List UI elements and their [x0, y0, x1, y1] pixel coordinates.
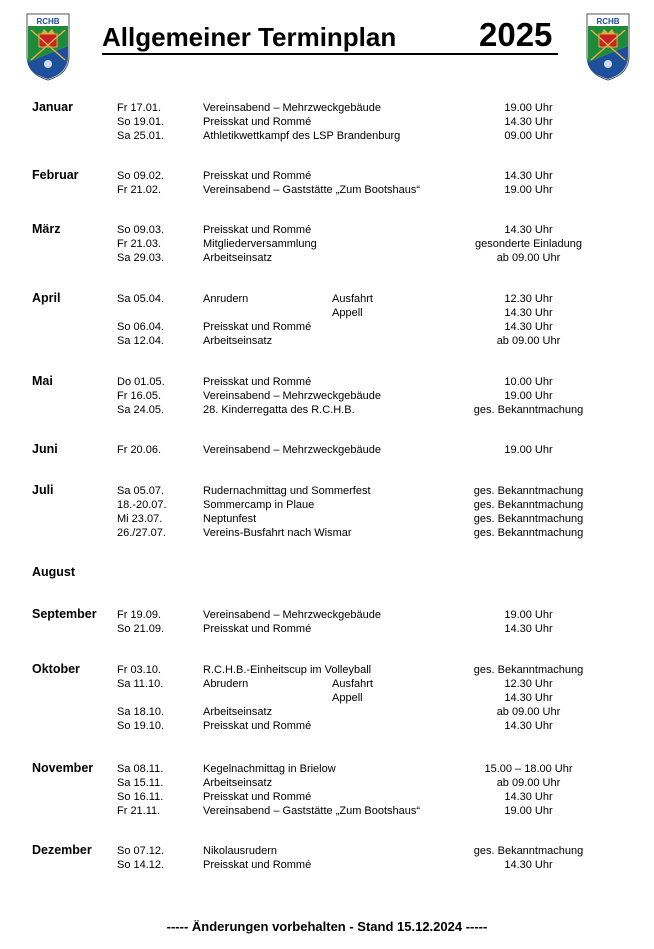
row-time: 19.00 Uhr	[504, 390, 553, 402]
row-date: 18.-20.07.	[117, 499, 167, 511]
month-label: August	[32, 565, 76, 579]
row-time: ges. Bekanntmachung	[473, 499, 584, 511]
row-event: Arbeitseinsatz	[203, 777, 273, 789]
schedule-row	[0, 251, 654, 265]
row-time: ges. Bekanntmachung	[473, 845, 584, 857]
row-event: Preisskat und Rommé	[203, 859, 312, 871]
row-date: 26./27.07.	[117, 527, 166, 539]
schedule-row	[0, 334, 654, 348]
schedule-row	[0, 677, 654, 691]
row-date: So 07.12.	[117, 845, 165, 857]
row-time: 14.30 Uhr	[504, 720, 553, 732]
row-event: Kegelnachmittag in Brielow	[203, 763, 336, 775]
row-time: gesonderte Einladung	[474, 238, 583, 250]
row-event: Preisskat und Rommé	[203, 224, 312, 236]
row-date: Fr 21.03.	[117, 238, 162, 250]
row-event: Preisskat und Rommé	[203, 116, 312, 128]
row-event: Arbeitseinsatz	[203, 706, 273, 718]
schedule-row	[0, 403, 654, 417]
row-date: Sa 11.10.	[117, 678, 164, 690]
schedule-row	[0, 719, 654, 733]
schedule-row	[0, 858, 654, 872]
row-event: Vereinsabend – Mehrzweckgebäude	[203, 609, 381, 621]
row-time: 09.00 Uhr	[504, 130, 553, 142]
row-sub: Ausfahrt	[332, 293, 373, 305]
row-date: Sa 29.03.	[117, 252, 165, 264]
row-date: Do 01.05.	[117, 376, 165, 388]
month-label: Mai	[32, 374, 53, 388]
month-label: März	[32, 222, 61, 236]
row-date: Fr 03.10.	[117, 664, 162, 676]
row-time: 14.30 Uhr	[504, 623, 553, 635]
month-label: Oktober	[32, 662, 80, 676]
month-label: November	[32, 761, 94, 775]
row-date: Fr 19.09.	[117, 609, 162, 621]
row-time: 19.00 Uhr	[504, 102, 553, 114]
row-event: Vereinsabend – Mehrzweckgebäude	[203, 390, 381, 402]
row-event: Preisskat und Rommé	[203, 170, 312, 182]
row-sub: Appell	[332, 692, 363, 704]
schedule-row	[0, 844, 654, 858]
row-time: 14.30 Uhr	[504, 170, 553, 182]
schedule-row	[0, 622, 654, 636]
row-time: ab 09.00 Uhr	[496, 777, 561, 789]
schedule-row	[0, 320, 654, 334]
club-crest-logo-left	[25, 12, 71, 82]
row-event: Vereinsabend – Mehrzweckgebäude	[203, 102, 381, 114]
row-time: 14.30 Uhr	[504, 321, 553, 333]
row-time: 14.30 Uhr	[504, 116, 553, 128]
row-date: So 16.11.	[117, 791, 164, 803]
row-date: So 19.10.	[117, 720, 165, 732]
row-date: Sa 05.07.	[117, 485, 165, 497]
row-time: 19.00 Uhr	[504, 184, 553, 196]
schedule-row	[0, 526, 654, 540]
row-event: Nikolausrudern	[203, 845, 277, 857]
row-date: Sa 25.01.	[117, 130, 165, 142]
row-date: Sa 08.11.	[117, 763, 164, 775]
schedule-row	[0, 306, 654, 320]
row-time: 19.00 Uhr	[504, 609, 553, 621]
row-time: ab 09.00 Uhr	[496, 706, 561, 718]
month-label: Juli	[32, 483, 54, 497]
schedule-row	[0, 169, 654, 183]
month-label: Februar	[32, 168, 79, 182]
schedule-row	[0, 512, 654, 526]
row-time: 15.00 – 18.00 Uhr	[484, 763, 573, 775]
row-date: Fr 17.01.	[117, 102, 162, 114]
schedule-row	[0, 762, 654, 776]
row-event: Vereinsabend – Mehrzweckgebäude	[203, 444, 381, 456]
title-year: 2025	[479, 16, 553, 53]
row-event: Preisskat und Rommé	[203, 376, 312, 388]
row-sub: Ausfahrt	[332, 678, 373, 690]
row-event: 28. Kinderregatta des R.C.H.B.	[203, 404, 355, 416]
row-date: Sa 05.04.	[117, 293, 165, 305]
row-time: ges. Bekanntmachung	[473, 664, 584, 676]
row-date: Fr 16.05.	[117, 390, 162, 402]
title-text: Allgemeiner Terminplan	[102, 22, 397, 52]
row-time: ab 09.00 Uhr	[496, 335, 561, 347]
schedule-row	[0, 237, 654, 251]
row-date: Fr 20.06.	[117, 444, 162, 456]
schedule-row	[0, 115, 654, 129]
month-label: Juni	[32, 442, 58, 456]
row-date: So 19.01.	[117, 116, 165, 128]
row-date: So 09.03.	[117, 224, 165, 236]
row-event: Abrudern	[203, 678, 249, 690]
row-time: ges. Bekanntmachung	[473, 513, 584, 525]
schedule-row	[0, 705, 654, 719]
row-time: 14.30 Uhr	[504, 307, 553, 319]
row-time: 12.30 Uhr	[504, 293, 553, 305]
row-date: Mi 23.07.	[117, 513, 163, 525]
title-underline	[102, 53, 558, 55]
row-date: Fr 21.11.	[117, 805, 161, 817]
schedule-row	[0, 389, 654, 403]
row-event: Anrudern	[203, 293, 249, 305]
row-event: Mitgliederversammlung	[203, 238, 317, 250]
row-event: Vereins-Busfahrt nach Wismar	[203, 527, 352, 539]
schedule-row	[0, 691, 654, 705]
row-time: ges. Bekanntmachung	[473, 404, 584, 416]
club-crest-logo-right	[585, 12, 631, 82]
schedule-row	[0, 790, 654, 804]
month-label: Dezember	[32, 843, 92, 857]
row-time: 10.00 Uhr	[504, 376, 553, 388]
row-event: Sommercamp in Plaue	[203, 499, 315, 511]
row-event: Athletikwettkampf des LSP Brandenburg	[203, 130, 401, 142]
row-event: Vereinsabend – Gaststätte „Zum Bootshaus“	[203, 184, 421, 196]
row-event: Arbeitseinsatz	[203, 335, 273, 347]
row-event: Vereinsabend – Gaststätte „Zum Bootshaus“	[203, 805, 421, 817]
schedule-row	[0, 443, 654, 457]
schedule-row	[0, 101, 654, 115]
row-time: ab 09.00 Uhr	[496, 252, 561, 264]
svg-text:RCHB: RCHB	[596, 17, 620, 26]
row-date: So 14.12.	[117, 859, 165, 871]
row-time: 12.30 Uhr	[504, 678, 553, 690]
row-event: Neptunfest	[203, 513, 257, 525]
row-date: Sa 12.04.	[117, 335, 165, 347]
row-event: Preisskat und Rommé	[203, 720, 312, 732]
schedule-row	[0, 484, 654, 498]
row-date: So 09.02.	[117, 170, 165, 182]
row-date: Fr 21.02.	[117, 184, 162, 196]
schedule-row	[0, 292, 654, 306]
row-time: ges. Bekanntmachung	[473, 485, 584, 497]
row-time: ges. Bekanntmachung	[473, 527, 584, 539]
schedule-row	[0, 776, 654, 790]
row-time: 14.30 Uhr	[504, 859, 553, 871]
month-label: Januar	[32, 100, 73, 114]
row-time: 14.30 Uhr	[504, 224, 553, 236]
footer-note: ----- Änderungen vorbehalten - Stand 15.12.2024 -----	[166, 919, 488, 934]
schedule-row	[0, 804, 654, 818]
row-date: So 06.04.	[117, 321, 165, 333]
schedule-row	[0, 129, 654, 143]
schedule-row	[0, 498, 654, 512]
row-event: R.C.H.B.-Einheitscup im Volleyball	[203, 664, 372, 676]
row-event: Preisskat und Rommé	[203, 791, 312, 803]
row-time: 14.30 Uhr	[504, 692, 553, 704]
schedule-row	[0, 608, 654, 622]
row-event: Rudernachmittag und Sommerfest	[203, 485, 371, 497]
page-title	[102, 14, 562, 54]
schedule-row	[0, 223, 654, 237]
schedule-row	[0, 663, 654, 677]
row-sub: Appell	[332, 307, 363, 319]
month-label: April	[32, 291, 61, 305]
row-date: Sa 18.10.	[117, 706, 165, 718]
row-event: Arbeitseinsatz	[203, 252, 273, 264]
row-event: Preisskat und Rommé	[203, 623, 312, 635]
schedule-row	[0, 183, 654, 197]
row-date: Sa 24.05.	[117, 404, 165, 416]
row-time: 19.00 Uhr	[504, 444, 553, 456]
row-event: Preisskat und Rommé	[203, 321, 312, 333]
row-time: 14.30 Uhr	[504, 791, 553, 803]
month-label: September	[32, 607, 97, 621]
row-date: So 21.09.	[117, 623, 165, 635]
schedule-row	[0, 375, 654, 389]
svg-text:RCHB: RCHB	[36, 17, 60, 26]
row-date: Sa 15.11.	[117, 777, 164, 789]
row-time: 19.00 Uhr	[504, 805, 553, 817]
